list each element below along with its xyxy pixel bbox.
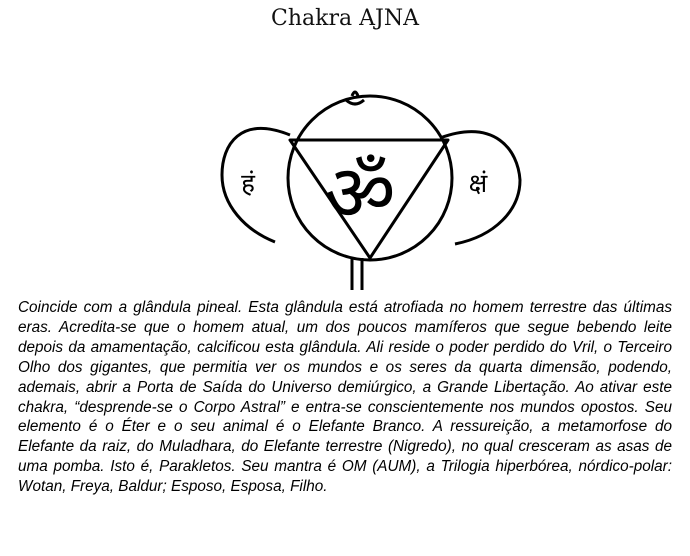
page-title: Chakra AJNA	[271, 6, 419, 31]
chakra-description: Coincide com a glândula pineal. Esta glândula está atrofiada no homem terrestre das últimas eras. Acredita-se que o homem atual, um dos poucos mamíferos que segue bebendo leite depois da amamentação, calcificou esta glândula. Ali reside o poder perdido do Vril, o Terceiro Olho dos gigantes, que permitia ver os mundos e os seres da quarta dimensão, podendo, ademais, abrir a Porta de Saída do Universo demiúrgico, a Grande Libertação. Ao ativar este chakra, “desprende-se o Corpo Astral” e entra-se conscientemente nos mundos opostos. Seu elemento é o Éter e o seu animal é o Elefante Branco. A ressureição, a metamorfose do Elefante da raiz, do Muladhara, do Elefante terrestre (Nigredo), no qual cresceram as asas de uma pomba. Isto é, Parakletos. Seu mantra é OM (AUM), a Trilogia hiperbórea, nórdico-polar: Wotan, Freya, Baldur; Esposo, Esposa, Filho.	[18, 299, 672, 496]
right-syllable: क्षं	[468, 169, 488, 199]
om-symbol: ॐ	[324, 149, 396, 239]
left-petal	[222, 129, 290, 242]
ajna-chakra-diagram	[210, 82, 530, 294]
bindu-mark	[352, 92, 358, 96]
left-syllable: हं	[241, 169, 255, 199]
